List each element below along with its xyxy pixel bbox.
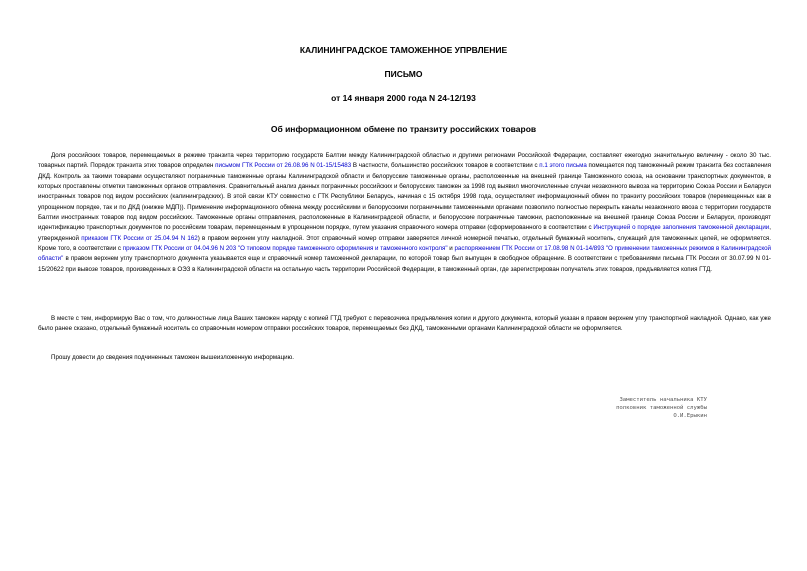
link-order-203[interactable]: приказом ГТК России от 04.04.96 N 203 "О типовом порядке таможенного оформления и таможенного контроля" [122, 245, 448, 253]
signature-position: Заместитель начальника КТУ [619, 397, 707, 403]
paragraph-3 [38, 353, 771, 363]
signature-name: О.И.Ерыкин [673, 413, 707, 419]
link-directive-893[interactable]: распоряжением ГТК России от 17.08.98 N 01-14/893 "О применении таможенных режимов в Калининградской области" [38, 245, 771, 263]
text-segment: Доля российских товаров, перемещаемых в режиме транзита через территорию государств Балтии между Калининградской областью и другими регионами Российской Федерации, составляет ежегодно значительную величину - около 30 тыс. товарных партий. Порядок транзита этих товаров определен [38, 152, 771, 170]
signature-rank: полковник таможенной службы [616, 405, 707, 411]
text-segment: в правом верхнем углу транспортного документа указывается еще и справочный номер таможенной декларации, по которой товар был выпущен в свободное обращение. В соответствии с требованиями письма ГТК России от 30.07.99 N 01-15/20622 при вывозе товаров, произведенных в ОЭЗ в Калининградской области на остальную часть территории Российской Федерации, в таможенный орган, где зарегистрирован получатель этих товаров, предъявляется копия ГТД. [38, 255, 771, 273]
text-segment: помещается под таможенный режим транзита без составления ДКД. Контроль за такими товарами осуществляют пограничные таможенные органы Калининградской области и белорусские таможенные органы, расположенные на внешней границе Таможенного союза, на основании транспортных документов, в которых проставлены отметки таможенных органов отправления. Сравнительный анализ данных пограничных российских и белорусских таможен за 1998 год выявил многочисленные случаи незаконного вывоза на территорию Союза России и Беларуси иностранных товаров под видом российских (калининградских). В этой связи КТУ совместно с ГТК Республики Беларусь, начиная с 15 октября 1998 года, осуществляет информационный обмен по транзиту российских товаров (перемещенных как в упрощенном порядке, так и по ДКД (книжке МДП)). Применение информационного обмена между российскими и белорусскими пограничными таможенными органами позволило полностью перекрыть каналы незаконного ввоза с территории государств Балтии иностранных товаров под видом российских. Таможенные органы отправления, расположенные в Калининградской области, и белорусские пограничные таможни, расположенные на внешней границе Союза России и Беларуси, производят идентификацию транспортных документов по российским товарам, перемещенным в упрощенном порядке, путем указания справочного номера отправки (сформированного в соответствии с [38, 162, 771, 232]
document-date-number: от 14 января 2000 года N 24-12/193 [331, 93, 476, 103]
paragraph-2 [38, 314, 771, 335]
signature-block [507, 396, 707, 420]
link-declaration-instruction[interactable]: Инструкцией о порядке заполнения таможенной декларации [593, 224, 770, 232]
text-segment: В частности, большинство российских товаров в соответствии с [351, 162, 540, 170]
link-letter-gtk-15483[interactable]: письмом ГТК России от 26.08.96 N 01-15/15483 [215, 162, 352, 170]
link-order-162[interactable]: приказом ГТК России от 25.04.94 N 162 [81, 234, 198, 242]
document-subject: Об информационном обмене по транзиту российских товаров [270, 124, 537, 134]
paragraph-2-text: В месте с тем, информирую Вас о том, что должностные лица Ваших таможен наряду с копией ГТД требуют с перевозчика предъявления копии и другого документа, который указан в правом верхнем углу транспортной накладной. Однако, как уже было ранее сказано, отдельный бумажный носитель со справочным номером отправки российских товаров, перемещаемых без ДКД, таможенными органами Калининградской области не оформляется. [38, 315, 771, 333]
link-clause-1[interactable]: п.1 этого письма [539, 162, 587, 170]
document-type: ПИСЬМО [384, 69, 423, 79]
paragraph-1 [38, 151, 771, 275]
paragraph-3-text: Прошу довести до сведения подчиненных таможен вышеизложенную информацию. [51, 354, 294, 361]
text-segment: и [447, 245, 455, 253]
text-segment: , утвержденной [38, 224, 771, 242]
organization-title: КАЛИНИНГРАДСКОЕ ТАМОЖЕННОЕ УПРВЛЕНИЕ [299, 45, 508, 55]
text-segment: ) в правом верхнем углу накладной. Этот справочный номер отправки заверяется личной номерной печатью, отдельный бумажный носитель, служащий для таможенных целей, не оформляется. Кроме того, в соответствии с [38, 234, 772, 253]
